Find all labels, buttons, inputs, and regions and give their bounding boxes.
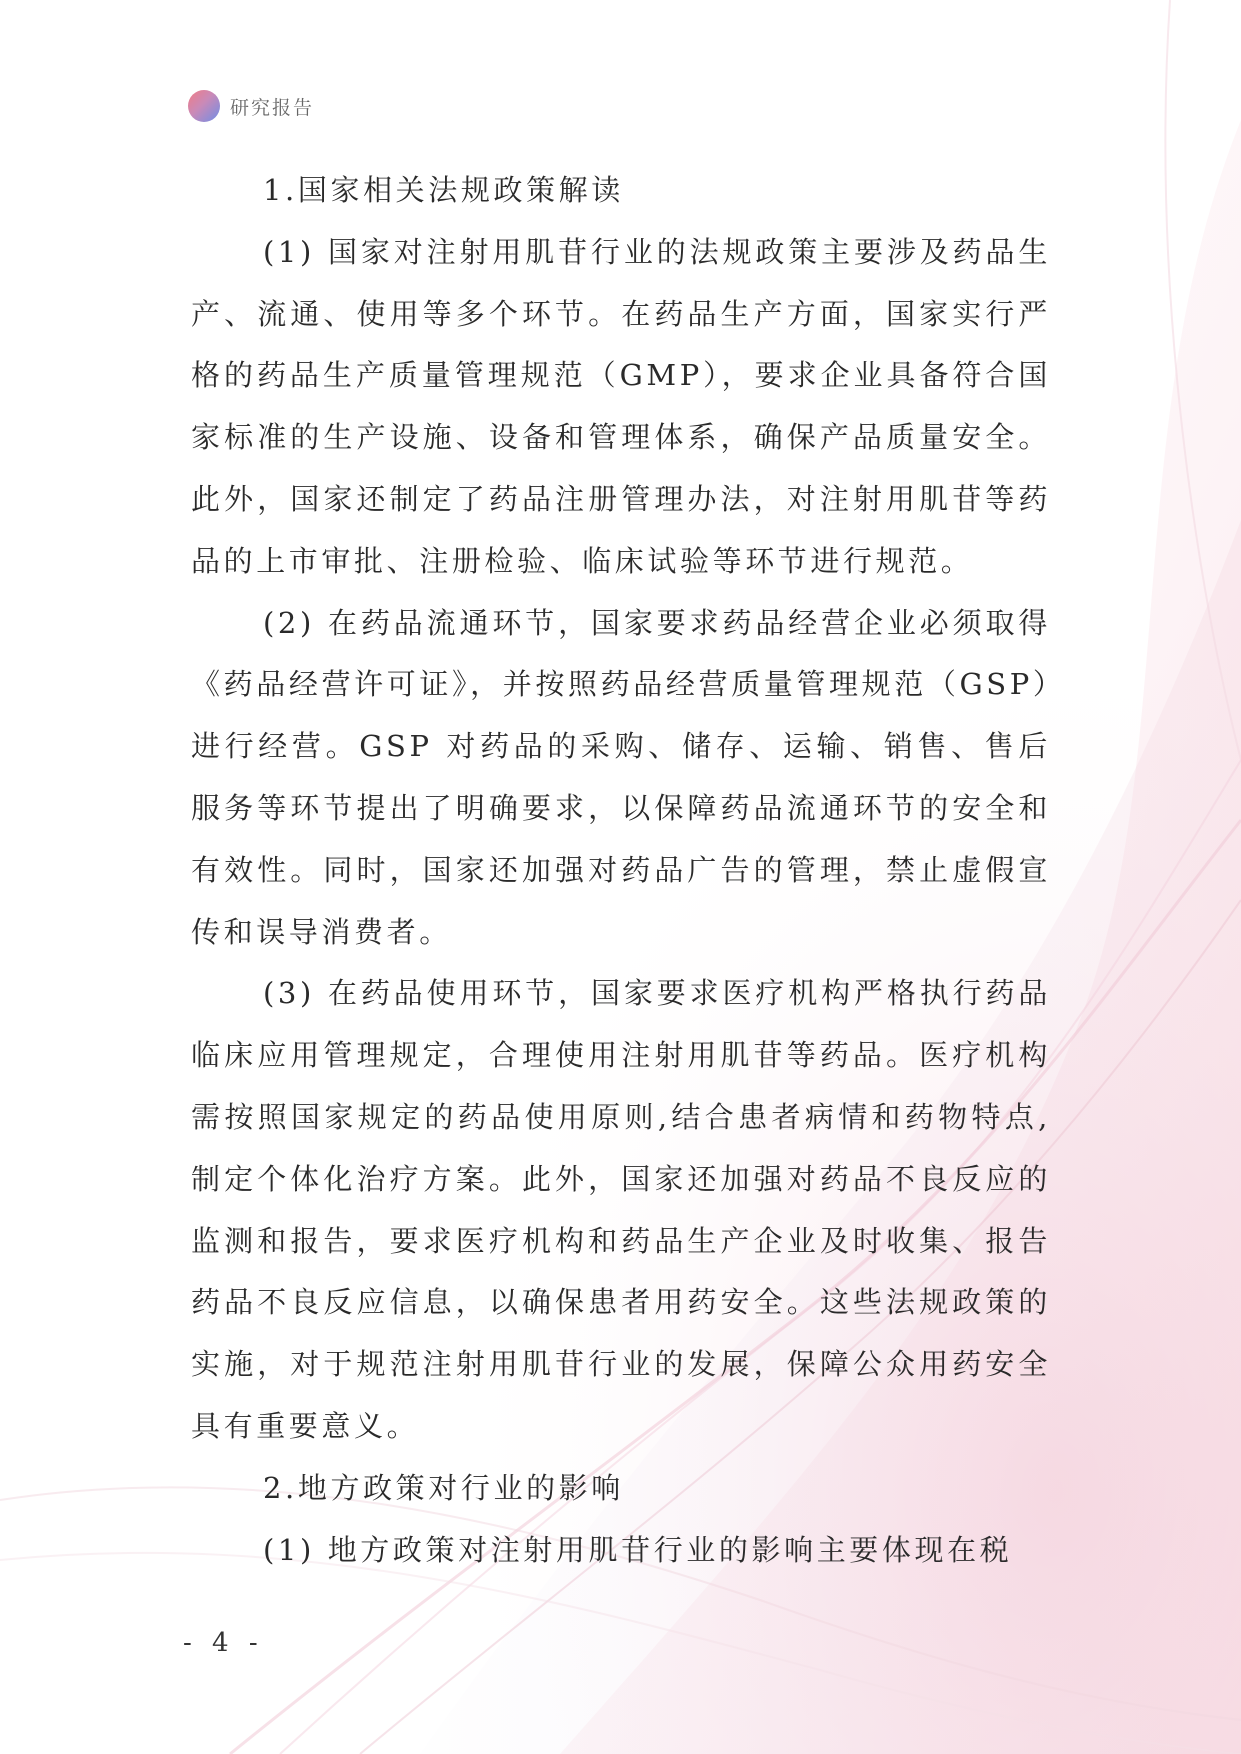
report-header (188, 89, 314, 123)
header-title: 研究报告 (230, 96, 315, 119)
section-heading-2: 2.地方政策对行业的影响 (263, 1470, 624, 1505)
section-heading-1: 1.国家相关法规政策解读 (263, 173, 624, 207)
document-body (191, 160, 1051, 1581)
paragraph-3: (3) 在药品使用环节，国家要求医疗机构严格执行药品临床应用管理规定，合理使用注射用肌苷等药品。医疗机构需按照国家规定的药品使用原则,结合患者病情和药物特点,制定个体化治疗方案。此外，国家还加强对药品不良反应的监测和报告，要求医疗机构和药品生产企业及时收集、报告药品不良反应信息，以确保患者用药安全。这些法规政策的实施，对于规范注射用肌苷行业的发展，保障公众用药安全具有重要意义。 (191, 976, 1051, 1443)
paragraph-2: (2) 在药品流通环节，国家要求药品经营企业必须取得《药品经营许可证》，并按照药品经营质量管理规范（GSP）进行经营。GSP 对药品的采购、储存、运输、销售、售后服务等环节提出了明确要求，以保障药品流通环节的安全和有效性。同时，国家还加强对药品广告的管理，禁止虚假宣传和误导消费者。 (191, 605, 1051, 949)
page-number: - 4 - (183, 1628, 264, 1658)
paragraph-1: (1) 国家对注射用肌苷行业的法规政策主要涉及药品生产、流通、使用等多个环节。在药品生产方面，国家实行严格的药品生产质量管理规范（GMP），要求企业具备符合国家标准的生产设施、设备和管理体系，确保产品质量安全。此外，国家还制定了药品注册管理办法，对注射用肌苷等药品的上市审批、注册检验、临床试验等环节进行规范。 (191, 234, 1051, 578)
report-logo-icon (188, 90, 220, 122)
paragraph-4: (1) 地方政策对注射用肌苷行业的影响主要体现在税 (263, 1532, 1013, 1567)
